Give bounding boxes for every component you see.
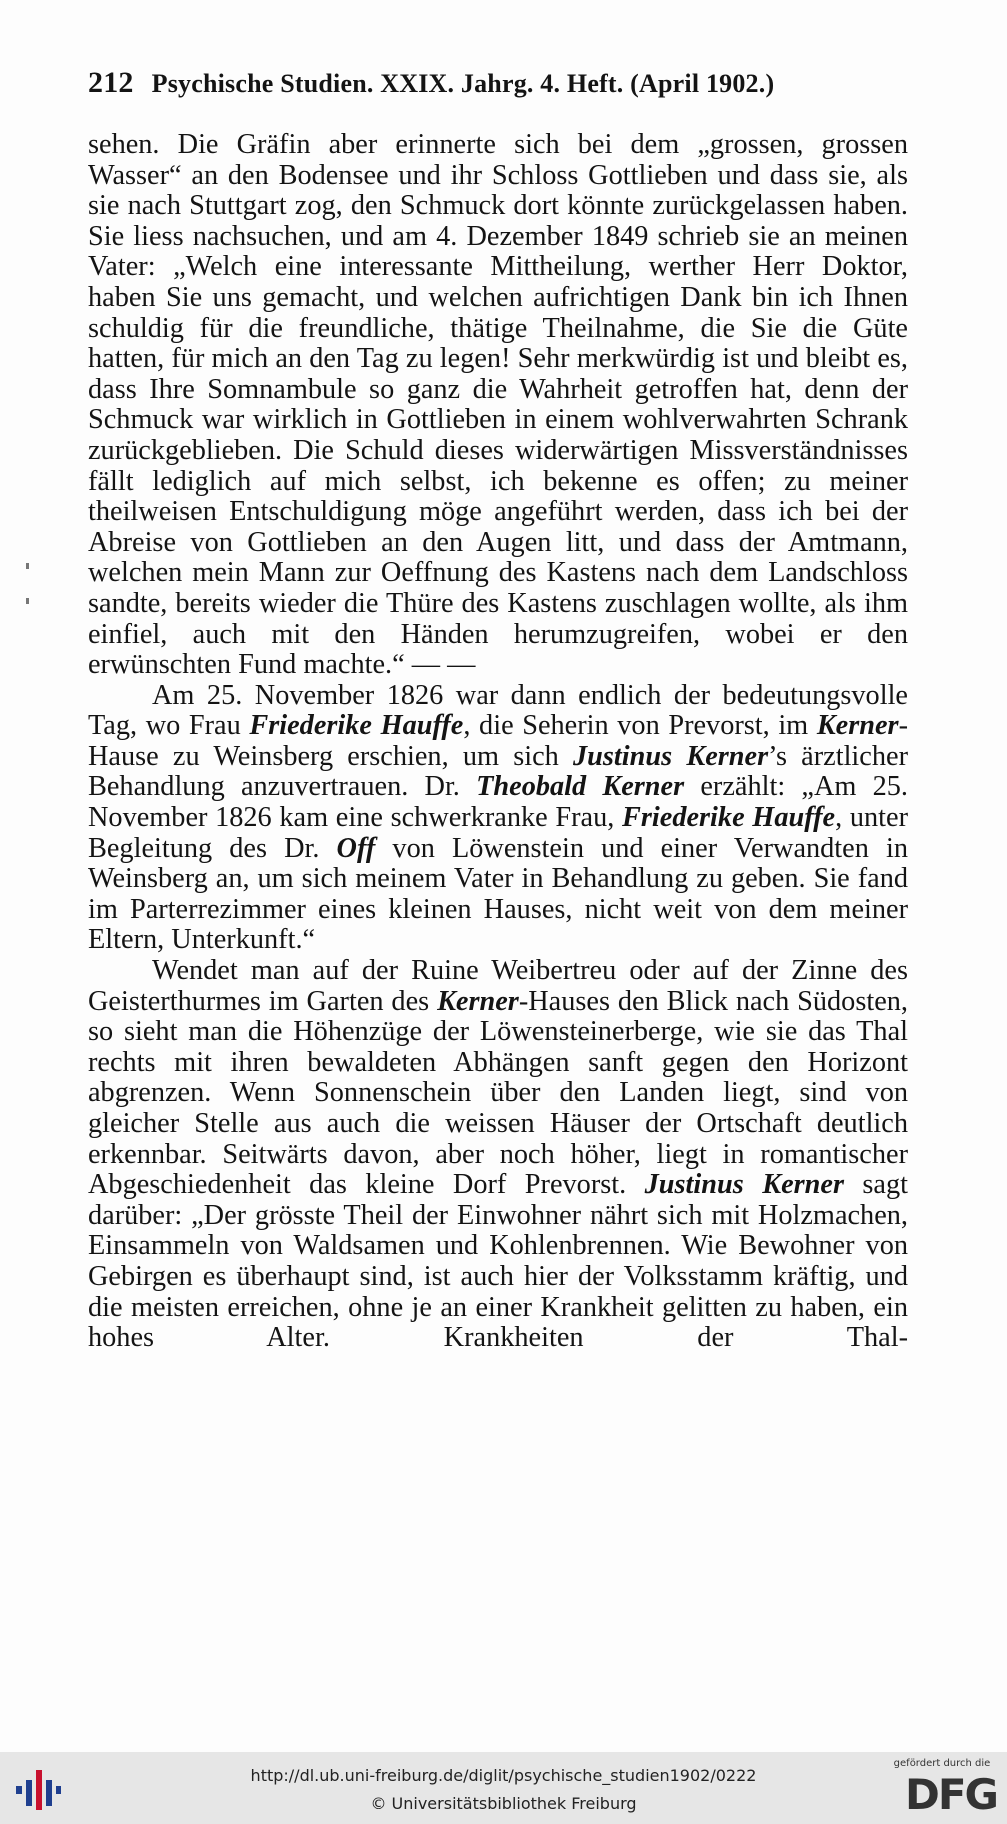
paragraph-2: Am 25. November 1826 war dann endlich der bedeutungsvolle Tag, wo Frau Friederike Hauffe, die Seherin von Prevorst, im Kerner-Hause zu Weinsberg erschien, um sich Justinus Kerner’s ärztlicher Behandlung anzuvertrauen. Dr. Theobald Kerner erzählt: „Am 25. November 1826 kam eine schwerkranke Frau, Friederike Hauffe, unter Begleitung des Dr. Off von Löwenstein und einer Verwandten in Weinsberg an, um sich meinem Vater in Behandlung zu geben. Sie fand im Parterrezimmer eines kleinen Hauses, nicht weit von dem meiner Eltern, Unterkunft.“ (88, 679, 909, 956)
running-title: Psychische Studien. XXIX. Jahrg. 4. Heft. (April 1902.) (151, 69, 775, 98)
copyright-line: © Universitätsbibliothek Freiburg (370, 1794, 637, 1813)
person-name: Kerner (816, 710, 899, 742)
person-name: Justinus Kerner (573, 740, 769, 772)
page-number: 212 (88, 66, 134, 99)
person-name: Kerner (437, 985, 519, 1017)
library-footer (0, 1752, 1007, 1824)
person-name: Friederike Hauffe (622, 802, 836, 834)
permalink[interactable]: http://dl.ub.uni-freiburg.de/diglit/psychische_studien1902/0222 (250, 1766, 757, 1785)
dfg-caption: gefördert durch die (893, 1758, 991, 1769)
dfg-logo-icon[interactable]: DFG (904, 1770, 997, 1819)
margin-mark (26, 563, 29, 569)
person-name: Theobald Kerner (476, 771, 685, 803)
body-text (88, 130, 908, 1354)
paragraph-1: sehen. Die Gräfin aber erinnerte sich bei dem „grossen, grossen Wasser“ an den Bodensee und ihr Schloss Gottlieben und dass sie, als sie nach Stuttgart zog, den Schmuck dort könnte zurückgelassen haben. Sie liess nachsuchen, und am 4. Dezember 1849 schrieb sie an meinen Vater: „Welch eine interessante Mittheilung, werther Herr Doktor, haben Sie uns gemacht, und welchen aufrichtigen Dank bin ich Ihnen schuldig für die freundliche, thätige Theilnahme, die Sie die Güte hatten, für mich an den Tag zu legen! Sehr merkwürdig ist und bleibt es, dass Ihre Somnambule so ganz die Wahrheit getroffen hat, denn der Schmuck war wirklich in Gottlieben in einem wohlverwahrten Schrank zurückgeblieben. Die Schuld dieses widerwärtigen Missverständnisses fällt lediglich auf mich selbst, ich bekenne es offen; zu meiner theilweisen Entschuldigung möge angeführt werden, dass ich bei der Abreise von Gottlieben an den Augen litt, und dass der Amtmann, welchen mein Mann zur Oeffnung des Kastens nach dem Landschloss sandte, bereits wieder die Thüre des Kastens zuschlagen wollte, als ihm einfiel, auch mit den Händen herumzugreifen, wobei er den erwünschten Fund machte.“ — — (88, 129, 908, 681)
person-name: Friederike Hauffe (249, 710, 464, 742)
margin-mark (26, 598, 29, 604)
running-header (88, 66, 858, 100)
person-name: Justinus Kerner (644, 1169, 844, 1201)
paragraph-3: Wendet man auf der Ruine Weibertreu oder auf der Zinne des Geisterthurmes im Garten des Kerner-Hauses den Blick nach Südosten, so sieht man die Höhenzüge der Löwensteinerberge, wie sie das Thal rechts mit ihren bewaldeten Abhängen sanft gegen den Horizont abgrenzen. Wenn Sonnenschein über den Landen liegt, sind von gleicher Stelle aus auch die weissen Häuser der Ortschaft deutlich erkennbar. Seitwärts davon, aber noch höher, liegt in romantischer Abgeschiedenheit das kleine Dorf Prevorst. Justinus Kerner sagt darüber: „Der grösste Theil der Einwohner nährt sich mit Holzmachen, Einsammeln von Waldsamen und Kohlenbrennen. Wie Bewohner von Gebirgen es überhaupt sind, ist auch hier der Volksstamm kräftig, und die meisten erreichen, ohne je an einer Krankheit gelitten zu haben, ein hohes Alter. Krankheiten der Thal- (88, 955, 908, 1354)
person-name: Off (336, 832, 376, 864)
